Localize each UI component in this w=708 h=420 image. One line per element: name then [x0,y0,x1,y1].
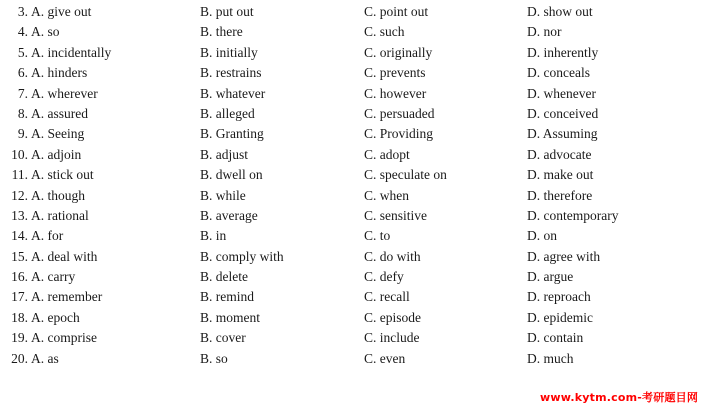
option-b: B. adjust [200,146,249,162]
question-row [0,63,708,83]
option-c: C. defy [364,269,404,285]
option-a: A. epoch [31,309,80,325]
question-row [0,226,708,246]
question-row [0,267,708,287]
option-a: A. wherever [31,85,98,101]
option-c: C. such [364,24,405,40]
option-c: C. do with [364,248,421,264]
option-a: A. incidentally [31,44,112,60]
question-row [0,328,708,348]
question-row [0,206,708,226]
option-a: A. so [31,24,60,40]
question-row [0,308,708,328]
question-number: 7. [17,85,28,101]
option-d: D. on [527,228,557,244]
option-b: B. whatever [200,85,266,101]
question-number: 18. [11,309,28,325]
option-b: B. restrains [200,65,262,81]
question-number: 15. [11,248,28,264]
option-d: D. reproach [527,289,591,305]
option-c: C. prevents [364,65,426,81]
question-number: 3. [17,4,28,19]
question-row [0,124,708,144]
option-d: D. epidemic [527,309,593,325]
option-b: B. comply with [200,248,284,264]
question-number: 17. [11,289,28,305]
site-watermark: www.kytm.com-考研题目网 [540,391,699,404]
option-b: B. cover [200,330,246,346]
option-d: D. agree with [527,248,601,264]
option-a: A. carry [31,269,76,285]
question-row [0,43,708,63]
option-c: C. to [364,228,391,244]
option-b: B. remind [200,289,254,305]
question-number: 13. [11,207,28,223]
option-a: A. though [31,187,85,203]
option-b: B. while [200,187,246,203]
option-d: D. whenever [527,85,596,101]
option-b: B. in [200,228,227,244]
option-a: A. remember [31,289,103,305]
option-c: C. originally [364,44,433,60]
question-row [0,247,708,267]
question-number: 4. [17,24,28,40]
question-row [0,84,708,104]
option-c: C. persuaded [364,105,435,121]
question-number: 20. [11,350,28,366]
option-b: B. delete [200,269,248,285]
option-a: A. assured [31,105,88,121]
question-number: 16. [11,269,28,285]
question-row [0,22,708,42]
option-d: D. argue [527,269,574,285]
option-c: C. when [364,187,409,203]
option-b: B. initially [200,44,258,60]
option-a: A. Seeing [31,126,85,142]
option-b: B. alleged [200,105,255,121]
option-d: D. Assuming [527,126,598,142]
option-d: D. inherently [527,44,599,60]
question-number: 8. [17,105,28,121]
question-row [0,104,708,124]
question-row [0,349,708,369]
option-a: A. as [31,350,59,366]
answer-options-list [0,2,708,369]
option-b: B. put out [200,4,254,19]
option-d: D. much [527,350,574,366]
option-d: D. nor [527,24,562,40]
question-number: 6. [17,65,28,81]
option-c: C. episode [364,309,421,325]
question-row [0,287,708,307]
question-number: 9. [17,126,28,142]
question-row [0,186,708,206]
question-number: 19. [11,330,28,346]
option-a: A. rational [31,207,89,223]
option-d: D. conceived [527,105,599,121]
option-c: C. sensitive [364,207,427,223]
option-d: D. contemporary [527,207,619,223]
question-row [0,145,708,165]
option-b: B. Granting [200,126,264,142]
question-number: 10. [11,146,28,162]
option-c: C. adopt [364,146,410,162]
option-b: B. there [200,24,243,40]
option-b: B. moment [200,309,260,325]
option-a: A. comprise [31,330,97,346]
option-d: D. make out [527,167,594,183]
option-c: C. recall [364,289,410,305]
option-c: C. include [364,330,420,346]
option-a: A. for [31,228,64,244]
question-number: 14. [11,228,28,244]
option-d: D. therefore [527,187,593,203]
option-d: D. contain [527,330,584,346]
option-a: A. deal with [31,248,98,264]
option-a: A. stick out [31,167,94,183]
option-c: C. point out [364,4,429,19]
option-d: D. advocate [527,146,592,162]
option-a: A. hinders [31,65,88,81]
question-number: 5. [17,44,28,60]
option-b: B. dwell on [200,167,263,183]
option-c: C. even [364,350,406,366]
option-c: C. speculate on [364,167,447,183]
option-d: D. show out [527,4,593,19]
question-number: 12. [11,187,28,203]
option-b: B. average [200,207,258,223]
question-row [0,165,708,185]
option-c: C. Providing [364,126,434,142]
option-a: A. adjoin [31,146,82,162]
question-number: 11. [11,167,28,183]
option-c: C. however [364,85,427,101]
question-row [0,2,708,22]
option-b: B. so [200,350,228,366]
option-a: A. give out [31,4,92,19]
option-d: D. conceals [527,65,590,81]
